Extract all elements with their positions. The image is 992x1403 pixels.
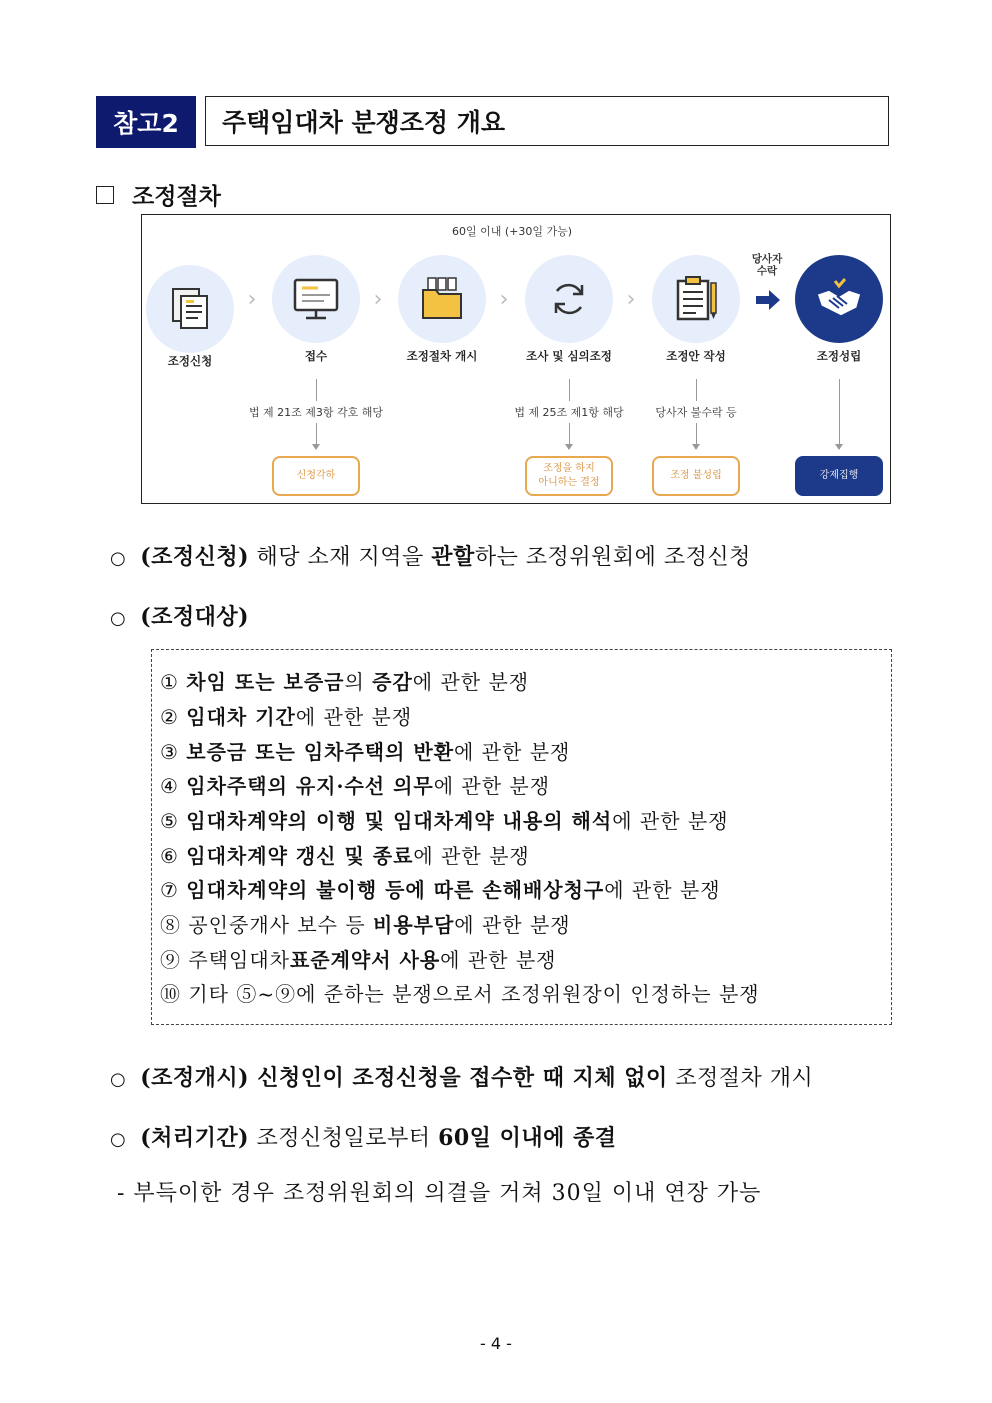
monitor-icon (292, 277, 340, 321)
bullet-text: 해당 소재 지역을 (249, 545, 432, 570)
step-circle (525, 255, 613, 343)
step-label: 조정안 작성 (666, 349, 726, 363)
step-circle (795, 255, 883, 343)
page-title: 주택임대차 분쟁조정 개요 (205, 96, 889, 146)
folder-icon (420, 276, 464, 322)
step-circle (272, 255, 360, 343)
result-box: 강제집행 (795, 456, 883, 496)
bullet-head: (조정개시) (140, 1065, 250, 1091)
step-label: 조정성립 (816, 349, 862, 363)
bullet-head: (처리기간) (140, 1125, 250, 1151)
arrow-right-icon (754, 289, 782, 311)
arrow-down-icon (565, 444, 573, 450)
branch-line (839, 379, 840, 445)
branch-condition: 법 제 21조 제3항 각호 해당 (248, 406, 384, 419)
result-box: 조정 불성립 (652, 456, 740, 496)
arrow-down-icon (312, 444, 320, 450)
extension-note: - 부득이한 경우 조정위원회의 의결을 거쳐 30일 이내 연장 가능 (117, 1181, 762, 1206)
list-item: ⑩ 기타 ⑤~⑨에 준하는 분쟁으로서 조정위원장이 인정하는 분쟁 (160, 982, 760, 1006)
chevron-right-icon: › (373, 287, 383, 312)
bullet-start (110, 1061, 813, 1092)
chevron-right-icon: › (499, 287, 509, 312)
step-circle (146, 265, 234, 353)
branch-line (316, 379, 317, 401)
period-note: 60일 이내 (+30일 가능) (451, 225, 573, 238)
bullet-text: 조정신청일로부터 (249, 1126, 439, 1151)
bullet-head: (조정대상) (140, 604, 250, 630)
list-item: ② 임대차 기간에 관한 분쟁 (160, 705, 413, 729)
circle-bullet-icon: ○ (110, 608, 127, 629)
step-circle (652, 255, 740, 343)
bullet-bold: 관할 (431, 544, 475, 570)
bullet-target (110, 600, 249, 631)
step-circle (398, 255, 486, 343)
bullet-head: (조정신청) (140, 544, 250, 570)
circle-bullet-icon: ○ (110, 1069, 127, 1090)
step-label: 조정신청 (167, 354, 213, 368)
refresh-icon (549, 279, 589, 319)
branch-line (569, 379, 570, 401)
list-item: ⑥ 임대차계약 갱신 및 종료에 관한 분쟁 (160, 844, 530, 868)
bullet-bold: 신청인이 조정신청을 접수한 때 지체 없이 (249, 1065, 668, 1091)
step-label: 접수 (304, 349, 328, 363)
page-number: - 4 - (480, 1334, 512, 1353)
handshake-icon (813, 278, 865, 320)
clipboard-icon (674, 275, 718, 323)
list-item: ③ 보증금 또는 임차주택의 반환에 관한 분쟁 (160, 740, 571, 764)
branch-line (569, 423, 570, 445)
procedure-diagram (141, 214, 891, 504)
list-item: ⑧ 공인중개사 보수 등 비용부담에 관한 분쟁 (160, 913, 571, 937)
list-item: ⑦ 임대차계약의 불이행 등에 따른 손해배상청구에 관한 분쟁 (160, 878, 721, 902)
branch-condition: 당사자 불수락 등 (655, 406, 737, 419)
accept-note: 당사자 수락 (751, 253, 783, 277)
branch-condition: 법 제 25조 제1항 해당 (514, 406, 624, 419)
branch-line (696, 423, 697, 445)
arrow-down-icon (692, 444, 700, 450)
bullet-text: 조정절차 개시 (667, 1066, 814, 1091)
step-label: 조정절차 개시 (406, 349, 478, 363)
list-item: ⑨ 주택임대차표준계약서 사용에 관한 분쟁 (160, 948, 557, 972)
result-box: 조정을 하지 아니하는 결정 (525, 456, 613, 496)
bullet-period (110, 1121, 617, 1152)
reference-tag: 참고2 (96, 96, 196, 148)
bullet-text: 하는 조정위원회에 조정신청 (474, 545, 751, 570)
chevron-right-icon: › (626, 287, 636, 312)
circle-bullet-icon: ○ (110, 1129, 127, 1150)
bullet-bold: 60일 이내에 종결 (438, 1125, 617, 1151)
bullet-apply (110, 540, 751, 571)
branch-line (696, 379, 697, 401)
documents-icon (170, 286, 210, 332)
chevron-right-icon: › (247, 287, 257, 312)
circle-bullet-icon: ○ (110, 548, 127, 569)
list-item: ⑤ 임대차계약의 이행 및 임대차계약 내용의 해석에 관한 분쟁 (160, 809, 729, 833)
list-item: ① 차임 또는 보증금의 증감에 관한 분쟁 (160, 670, 530, 694)
section-title: 조정절차 (132, 183, 221, 210)
list-item: ④ 임차주택의 유지·수선 의무에 관한 분쟁 (160, 774, 551, 798)
result-box: 신청각하 (272, 456, 360, 496)
checkbox-bullet-icon (96, 186, 114, 204)
branch-line (316, 423, 317, 445)
arrow-down-icon (835, 444, 843, 450)
step-label: 조사 및 심의조정 (526, 349, 612, 363)
